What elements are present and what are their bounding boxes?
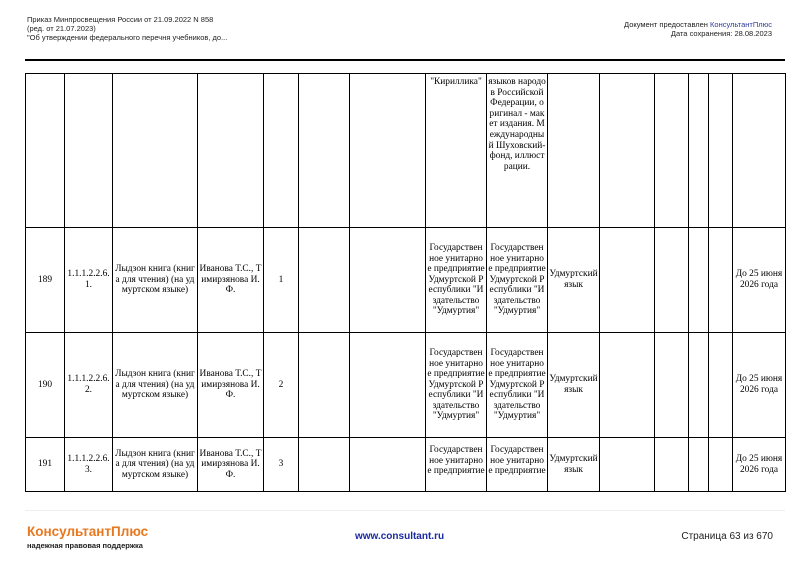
table-row [26, 228, 786, 333]
footer-logo [27, 524, 148, 550]
row-code: 1.1.1.2.2.6.2. [65, 333, 113, 438]
table-row-continuation [26, 74, 786, 228]
row-language: Удмуртский язык [548, 228, 600, 333]
row-holder: Государственное унитарное предприятие Удмуртской Республики "Издательство "Удмуртия" [487, 228, 548, 333]
row-language: Удмуртский язык [548, 438, 600, 492]
row-authors: Иванова Т.С., Тимирзянова И.Ф. [198, 228, 264, 333]
table-row [26, 333, 786, 438]
row-authors: Иванова Т.С., Тимирзянова И.Ф. [198, 333, 264, 438]
row-grade: 1 [264, 228, 299, 333]
provider-label: Документ предоставлен [624, 20, 711, 29]
header-line: (ред. от 21.07.2023) [27, 24, 96, 33]
row-grade: 3 [264, 438, 299, 492]
row-publisher: Государственное унитарное предприятие Удмуртской Республики "Издательство "Удмуртия" [426, 333, 487, 438]
table-row [26, 438, 786, 492]
header-line: Приказ Минпросвещения России от 21.09.2022 N 858 [27, 15, 214, 24]
row-number: 191 [26, 438, 65, 492]
row-term: До 25 июня 2026 года [733, 333, 786, 438]
row-term: До 25 июня 2026 года [733, 438, 786, 492]
row-term: До 25 июня 2026 года [733, 228, 786, 333]
header-line: "Об утверждении федерального перечня учебников, до... [27, 33, 228, 42]
row-code: 1.1.1.2.2.6.3. [65, 438, 113, 492]
row-publisher: Государственное унитарное предприятие [426, 438, 487, 492]
document-header-title [27, 15, 227, 42]
save-date: Дата сохранения: 28.08.2023 [670, 29, 772, 38]
footer-url-link[interactable]: www.consultant.ru [355, 531, 445, 542]
row-grade: 2 [264, 333, 299, 438]
row-number: 190 [26, 333, 65, 438]
notes-cell: языков народов Российской Федерации, оригинал - макет издания. Международный Шуховский- фонд, иллюстрации. [487, 74, 548, 228]
provider-brand-link[interactable]: КонсультантПлюс [710, 20, 772, 29]
document-provider [624, 20, 772, 38]
row-holder: Государственное унитарное предприятие Удмуртской Республики "Издательство "Удмуртия" [487, 333, 548, 438]
page-number: Страница 63 из 670 [681, 531, 773, 542]
row-holder: Государственное унитарное предприятие [487, 438, 548, 492]
row-number: 189 [26, 228, 65, 333]
row-code: 1.1.1.2.2.6.1. [65, 228, 113, 333]
row-title: Лыдзон книга (книга для чтения) (на удмуртском языке) [113, 228, 198, 333]
footer-tagline: надежная правовая поддержка [27, 541, 143, 550]
row-authors: Иванова Т.С., Тимирзянова И.Ф. [198, 438, 264, 492]
footer-brand: КонсультантПлюс [27, 524, 149, 539]
row-publisher: Государственное унитарное предприятие Удмуртской Республики "Издательство "Удмуртия" [426, 228, 487, 333]
publisher-cell: "Кириллика" [426, 74, 487, 228]
header-divider [25, 59, 785, 61]
row-language: Удмуртский язык [548, 333, 600, 438]
footer-divider [25, 510, 785, 511]
row-title: Лыдзон книга (книга для чтения) (на удмуртском языке) [113, 333, 198, 438]
textbook-table [25, 73, 786, 492]
row-title: Лыдзон книга (книга для чтения) (на удмуртском языке) [113, 438, 198, 492]
